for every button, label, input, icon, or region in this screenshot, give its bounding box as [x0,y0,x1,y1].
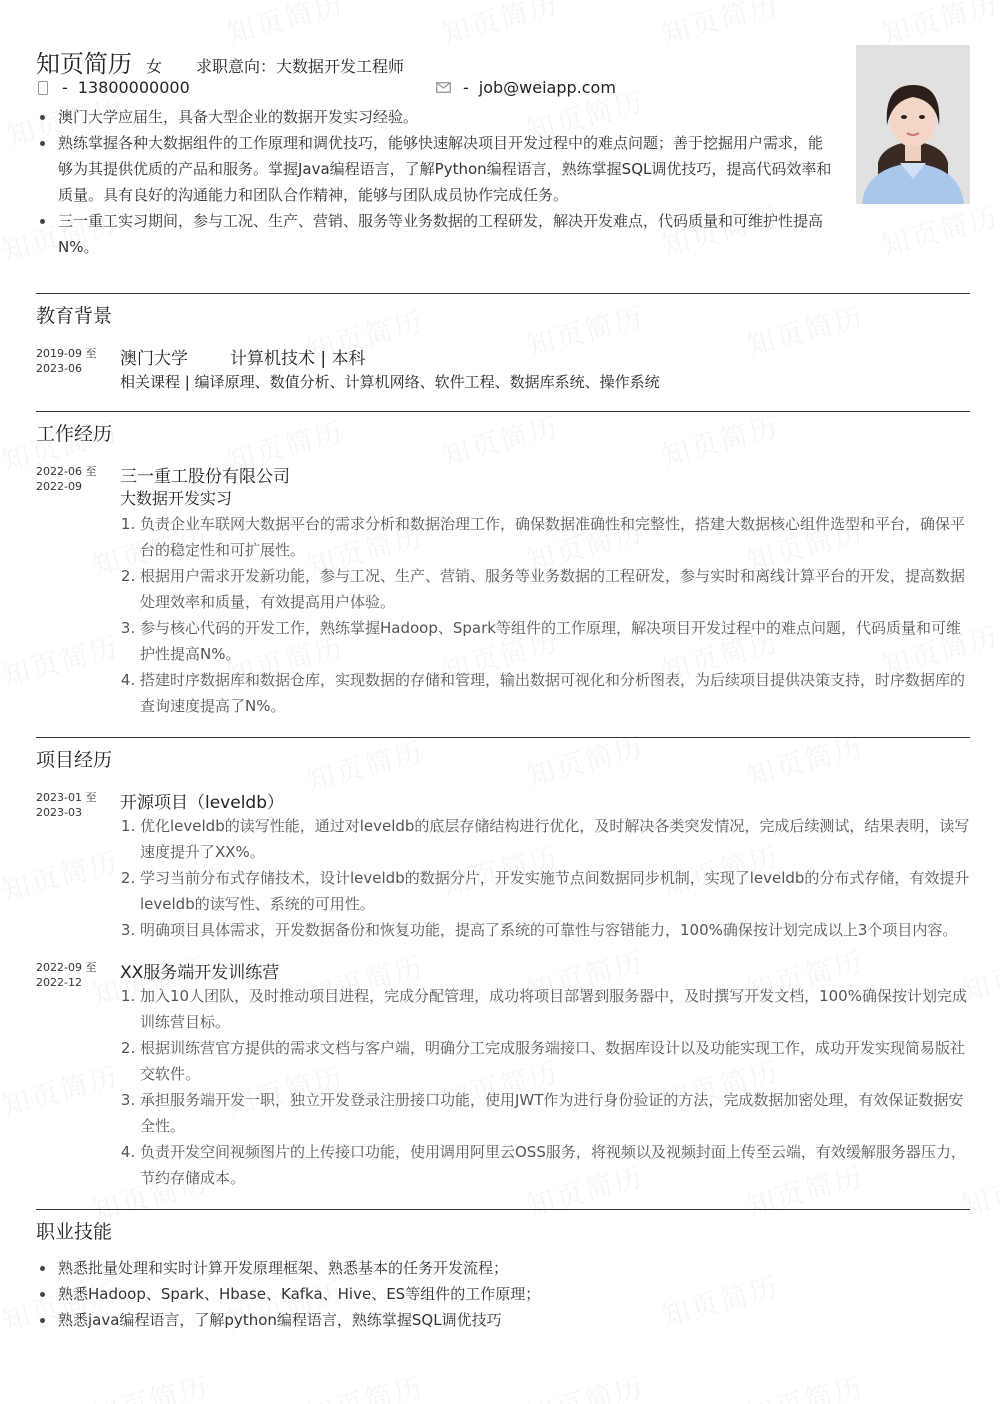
education-date [36,343,120,395]
major-degree: 计算机技术 | 本科 [230,348,366,369]
work-entry [36,461,970,719]
education-org-line [120,343,970,369]
date-start: 2023-01 至 [36,791,97,804]
summary-item: 熟练掌握各种大数据组件的工作原理和调优技巧，能够快速解决项目开发过程中的难点问题；善于挖掘用户需求，能够为其提供优质的产品和服务。掌握Java编程语言，了解Python编程语言，熟练掌握SQL调优技巧，提高代码效率和质量。具有良好的沟通能力和团队合作精神，能够与团队成员协作完成任务。 [36,130,836,208]
date-end: 2023-06 [36,362,82,375]
phone-contact [36,78,190,97]
project-date [36,787,120,943]
project-items [120,983,970,1191]
summary-item: 澳门大学应届生，具备大型企业的数据开发实习经验。 [36,104,836,130]
candidate-gender: 女 [146,57,163,76]
work-body [120,461,970,719]
contact-line [36,78,836,100]
project-item: 1. 加入10人团队，及时推动项目进程，完成分配管理，成功将项目部署到服务器中，及时撰写开发文档，100%确保按计划完成训练营目标。 [140,983,970,1035]
project-body [120,787,970,943]
email-address: job@weiapp.com [478,78,616,97]
project-entry [36,787,970,943]
profile-photo [856,45,970,204]
work-item: 1. 负责企业车联网大数据平台的需求分析和数据治理工作，确保数据准确性和完整性，搭建大数据核心组件选型和平台，确保平台的稳定性和可扩展性。 [140,511,970,563]
project-item: 1. 优化leveldb的读写性能，通过对leveldb的底层存储结构进行优化，及时解决各类突发情况，完成后续测试，结果表明，读写速度提升了XX%。 [140,813,970,865]
date-end: 2022-12 [36,976,82,989]
project-body [120,957,970,1191]
date-start: 2019-09 至 [36,347,97,360]
projects-title: 项目经历 [36,749,113,771]
date-end: 2023-03 [36,806,82,819]
candidate-name: 知页简历 [36,50,132,78]
work-title: 工作经历 [36,423,113,445]
watermark [742,1365,868,1404]
project-items [120,813,970,943]
section-work [36,411,970,719]
project-item: 2. 根据训练营官方提供的需求文档与客户端，明确分工完成服务端接口、数据库设计以及功能实现工作，成功开发实现简易版社交软件。 [140,1035,970,1087]
project-entry [36,957,970,1191]
date-end: 2022-09 [36,480,82,493]
project-item: 3. 明确项目具体需求，开发数据备份和恢复功能，提高了系统的可靠性与容错能力，100%确保按计划完成以上3个项目内容。 [140,917,970,943]
project-item: 2. 学习当前分布式存储技术，设计leveldb的数据分片，开发实施节点间数据同步机制，实现了leveldb的分布式存储，有效提升leveldb的读写性、系统的可用性。 [140,865,970,917]
watermark [302,1365,428,1404]
project-name: 开源项目（leveldb） [120,792,285,813]
phone-icon [38,81,48,95]
watermark [522,1365,648,1404]
work-item: 3. 参与核心代码的开发工作，熟练掌握Hadoop、Spark等组件的工作原理，解决项目开发过程中的难点问题，代码质量和可维护性提高N%。 [140,615,970,667]
project-item: 4. 负责开发空间视频图片的上传接口功能，使用调用阿里云OSS服务，将视频以及视频封面上传至云端，有效缓解服务器压力，节约存储成本。 [140,1139,970,1191]
courses: 相关课程 | 编译原理、数值分析、计算机网络、软件工程、数据库系统、操作系统 [120,373,660,391]
date-start: 2022-09 至 [36,961,97,974]
summary-list [36,104,836,260]
skills-title: 职业技能 [36,1221,113,1243]
phone-number: 13800000000 [77,78,190,97]
resume-page [36,0,970,1333]
skill-item: 熟悉java编程语言，了解python编程语言，熟练掌握SQL调优技巧 [36,1307,970,1333]
project-name: XX服务端开发训练营 [120,962,280,983]
skill-item: 熟悉批量处理和实时计算开发原理框架、熟悉基本的任务开发流程； [36,1255,970,1281]
date-start: 2022-06 至 [36,465,97,478]
work-items [120,511,970,719]
education-entry [36,343,970,395]
project-item: 3. 承担服务端开发一职，独立开发登录注册接口功能，使用JWT作为进行身份验证的方法，完成数据加密处理，有效保证数据安全性。 [140,1087,970,1139]
email-separator: - [463,78,469,97]
summary-item: 三一重工实习期间，参与工况、生产、营销、服务等业务数据的工程研发，解决开发难点，代码质量和可维护性提高N%。 [36,208,836,260]
job-intent: 求职意向：大数据开发工程师 [196,57,405,76]
resume-header [36,0,970,260]
school-name: 澳门大学 [120,348,188,369]
education-title: 教育背景 [36,305,113,327]
section-skills [36,1209,970,1333]
phone-separator: - [62,78,68,97]
watermark [87,1365,213,1404]
education-body [120,343,970,395]
section-education [36,293,970,395]
work-date [36,461,120,719]
work-item: 4. 搭建时序数据库和数据仓库，实现数据的存储和管理，输出数据可视化和分析图表，为后续项目提供决策支持，时序数据库的查询速度提高了N%。 [140,667,970,719]
skills-list [36,1255,970,1333]
email-contact [436,78,616,97]
job-role: 大数据开发实习 [120,489,233,508]
mail-icon [436,82,451,93]
work-item: 2. 根据用户需求开发新功能，参与工况、生产、营销、服务等业务数据的工程研发，参与实时和离线计算平台的开发，提高数据处理效率和质量，有效提高用户体验。 [140,563,970,615]
project-date [36,957,120,1191]
name-line [36,44,404,79]
section-projects [36,737,970,1191]
skill-item: 熟悉Hadoop、Spark、Hbase、Kafka、Hive、ES等组件的工作原理； [36,1281,970,1307]
company-name: 三一重工股份有限公司 [120,466,290,487]
